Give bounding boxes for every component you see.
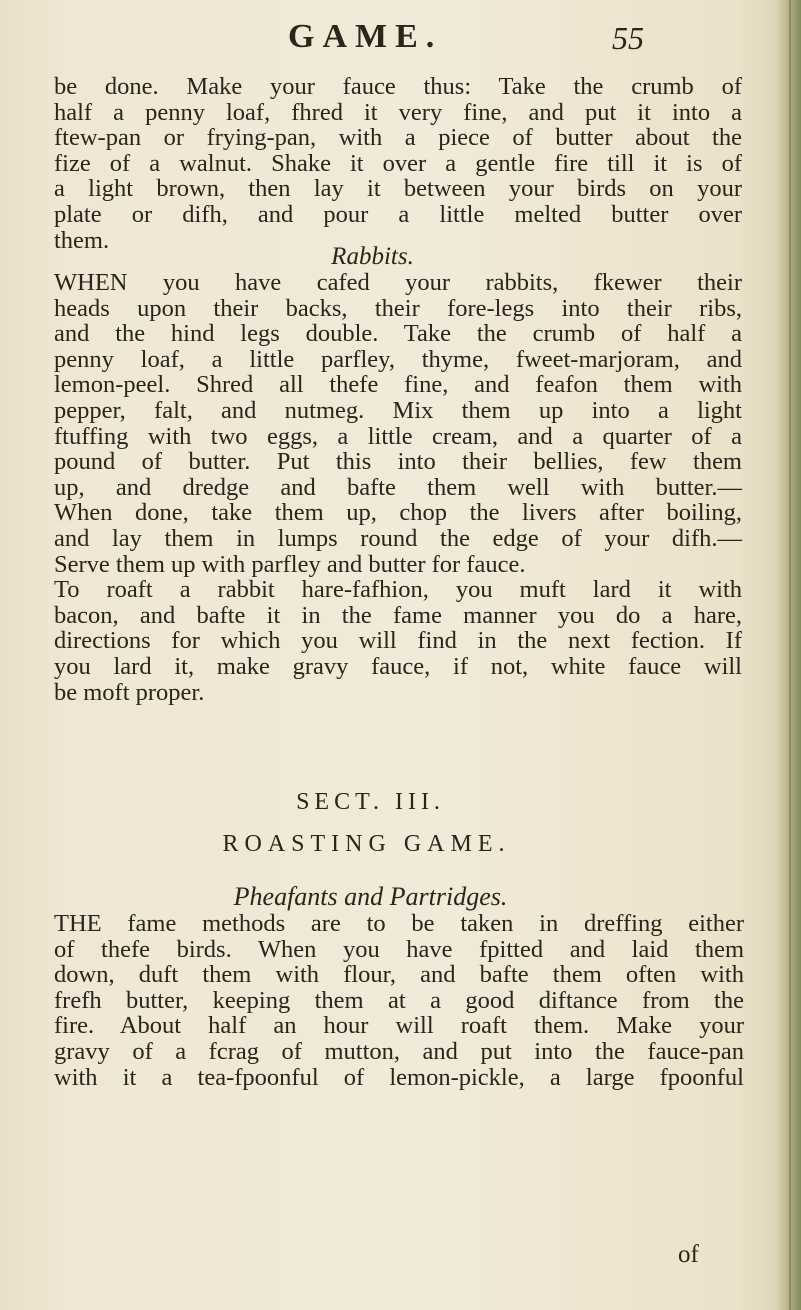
text-line: heads upon their backs, their fore-legs into their ribs, [54,294,742,322]
text-line: be done. Make your fauce thus: Take the crumb of [54,73,742,100]
page-edge-shadow [775,0,801,1310]
text-line: WHEN you have cafed your rabbits, fkewer their [54,269,742,296]
text-line: and the hind legs double. Take the crumb of half a [54,320,742,348]
text-line: directions for which you will find in the next fection. If [54,627,742,655]
page-edge-line [789,0,791,1310]
text-line: bacon, and bafte it in the fame manner you do a hare, [54,601,742,629]
text-line: ftuffing with two eggs, a little cream, and a quarter of a [54,422,742,450]
text-line: pound of butter. Put this into their bellies, few them [54,448,742,476]
text-line: frefh butter, keeping them at a good diftance from the [54,986,744,1014]
running-head: GAME. [288,18,443,55]
text-line: penny loaf, a little parfley, thyme, fweet-marjoram, and [54,345,742,373]
text-line: ftew-pan or frying-pan, with a piece of butter about the [54,124,742,152]
text-line: up, and dredge and bafte them well with butter.— [54,473,742,501]
page-number: 55 [612,20,644,56]
text-line: with it a tea-fpoonful of lemon-pickle, a large fpoonful [54,1063,744,1091]
rabbits-paragraph [54,270,742,705]
text-line: plate or difh, and pour a little melted butter over [54,200,742,228]
pheasants-paragraph [54,911,744,1090]
text-line: be moft proper. [54,678,205,706]
section-title: ROASTING GAME. [222,831,511,857]
paragraph-continued [54,74,742,253]
text-line: half a penny loaf, fhred it very fine, and put it into a [54,98,742,126]
text-line: and lay them in lumps round the edge of your difh.— [54,524,742,552]
catchword: of [678,1241,699,1268]
text-line: Serve them up with parfley and butter for fauce. [54,550,526,578]
text-line: fize of a walnut. Shake it over a gentle fire till it is of [54,149,742,177]
rabbits-heading: Rabbits. [331,243,414,270]
text-line: fire. About half an hour will roaft them. Make your [54,1012,744,1040]
text-line: To roaft a rabbit hare-fafhion, you muft lard it with [54,576,742,604]
text-line: lemon-peel. Shred all thefe fine, and feafon them with [54,371,742,399]
text-line: down, duft them with flour, and bafte them often with [54,961,744,989]
page-header [40,16,760,66]
text-line: you lard it, make gravy fauce, if not, white fauce will [54,652,742,680]
text-line: THE fame methods are to be taken in dreffing either [54,910,744,937]
section-label: SECT. III. [296,789,445,815]
text-line: gravy of a fcrag of mutton, and put into the fauce-pan [54,1037,744,1065]
pheasants-heading: Pheafants and Partridges. [233,882,508,911]
text-line: of thefe birds. When you have fpitted and laid them [54,935,744,963]
text-line: a light brown, then lay it between your birds on your [54,175,742,203]
text-line: pepper, falt, and nutmeg. Mix them up into a light [54,396,742,424]
text-line: When done, take them up, chop the livers after boiling, [54,499,742,527]
text-line: them. [54,226,110,254]
